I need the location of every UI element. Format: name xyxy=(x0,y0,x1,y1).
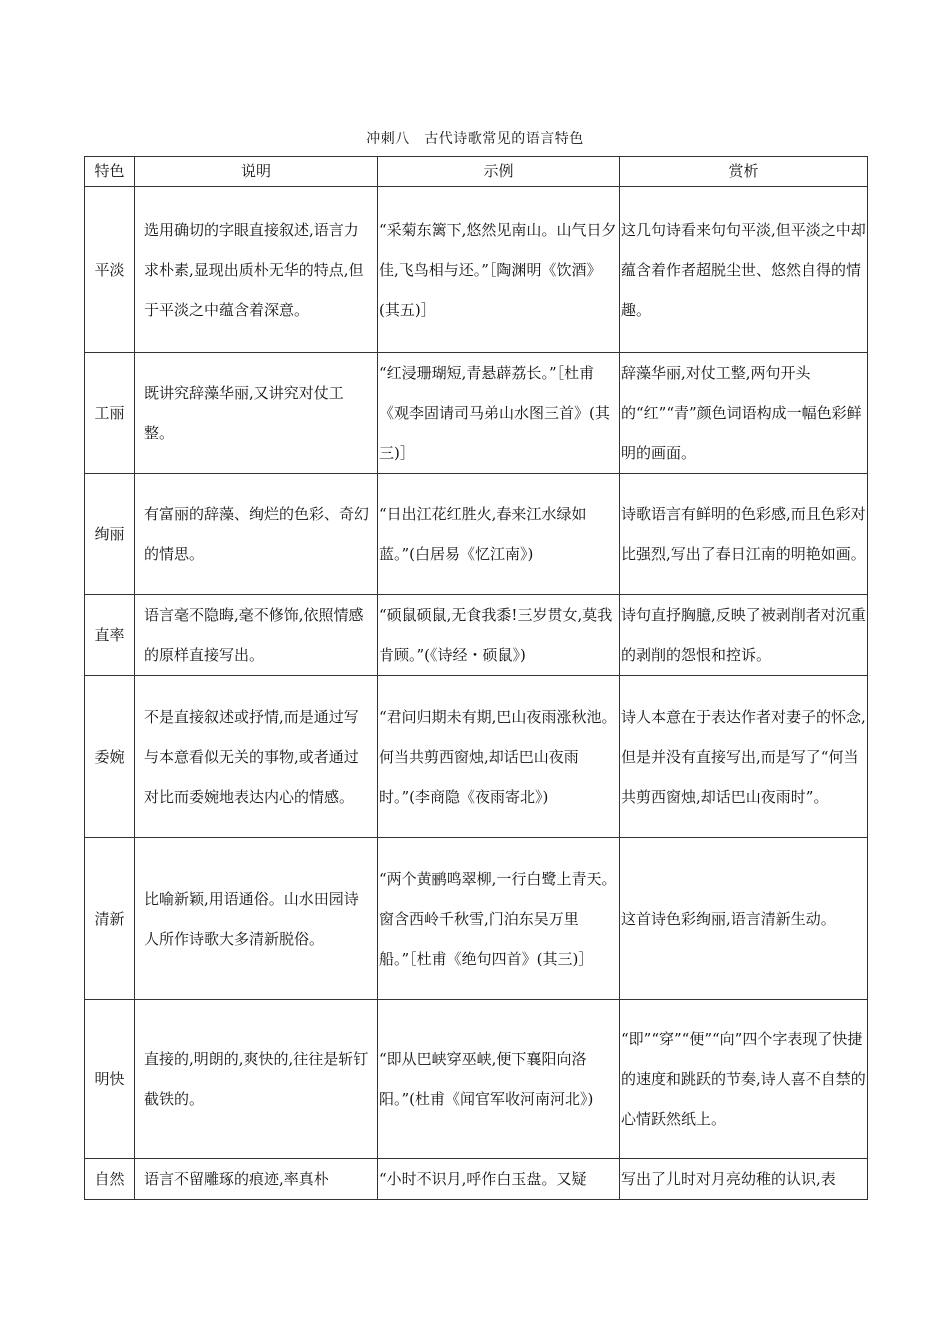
table-row xyxy=(85,838,868,1000)
analysis-cell: 诗句直抒胸臆,反映了被剥削者对沉重的剥削的怨恨和控诉。 xyxy=(620,595,868,676)
table-row xyxy=(85,595,868,676)
explanation-cell: 语言毫不隐晦,毫不修饰,依照情感的原样直接写出。 xyxy=(135,595,378,676)
header-feature: 特色 xyxy=(85,157,135,187)
table-row xyxy=(85,353,868,474)
explanation-cell: 选用确切的字眼直接叙述,语言力求朴素,显现出质朴无华的特点,但于平淡之中蕴含着深意。 xyxy=(135,187,378,353)
analysis-cell: “即”“穿”“便”“向”四个字表现了快捷的速度和跳跃的节奏,诗人喜不自禁的心情跃然纸上。 xyxy=(620,1000,868,1159)
example-cell: “两个黄鹂鸣翠柳,一行白鹭上青天。窗含西岭千秋雪,门泊东吴万里船。”［杜甫《绝句四首》(其三)］ xyxy=(378,838,620,1000)
table-row xyxy=(85,676,868,838)
table-header-row xyxy=(85,157,868,187)
analysis-cell: 诗歌语言有鲜明的色彩感,而且色彩对比强烈,写出了春日江南的明艳如画。 xyxy=(620,474,868,595)
table-row xyxy=(85,1159,868,1200)
example-cell: “即从巴峡穿巫峡,便下襄阳向洛阳。”(杜甫《闻官军收河南河北》) xyxy=(378,1000,620,1159)
header-example: 示例 xyxy=(378,157,620,187)
example-cell: “日出江花红胜火,春来江水绿如蓝。”(白居易《忆江南》) xyxy=(378,474,620,595)
analysis-cell: 这几句诗看来句句平淡,但平淡之中却蕴含着作者超脱尘世、悠然自得的情趣。 xyxy=(620,187,868,353)
feature-cell: 委婉 xyxy=(85,676,135,838)
example-cell: “君问归期未有期,巴山夜雨涨秋池。何当共剪西窗烛,却话巴山夜雨时。”(李商隐《夜雨寄北》) xyxy=(378,676,620,838)
feature-cell: 绚丽 xyxy=(85,474,135,595)
table-row xyxy=(85,187,868,353)
table-row xyxy=(85,474,868,595)
example-cell: “红浸珊瑚短,青悬薜荔长。”［杜甫《观李固请司马弟山水图三首》(其三)］ xyxy=(378,353,620,474)
feature-cell: 直率 xyxy=(85,595,135,676)
feature-cell: 工丽 xyxy=(85,353,135,474)
language-features-table xyxy=(84,156,868,1200)
page-title: 冲刺八 古代诗歌常见的语言特色 xyxy=(366,131,584,147)
explanation-cell: 既讲究辞藻华丽,又讲究对仗工整。 xyxy=(135,353,378,474)
feature-cell: 平淡 xyxy=(85,187,135,353)
explanation-cell: 语言不留雕琢的痕迹,率真朴 xyxy=(135,1159,378,1200)
analysis-cell: 辞藻华丽,对仗工整,两句开头的“红”“青”颜色词语构成一幅色彩鲜明的画面。 xyxy=(620,353,868,474)
explanation-cell: 直接的,明朗的,爽快的,往往是斩钉截铁的。 xyxy=(135,1000,378,1159)
example-cell: “采菊东篱下,悠然见南山。山气日夕佳,飞鸟相与还。”［陶渊明《饮酒》(其五)］ xyxy=(378,187,620,353)
explanation-cell: 比喻新颖,用语通俗。山水田园诗人所作诗歌大多清新脱俗。 xyxy=(135,838,378,1000)
header-explanation: 说明 xyxy=(135,157,378,187)
explanation-cell: 有富丽的辞藻、绚烂的色彩、奇幻的情思。 xyxy=(135,474,378,595)
example-cell: “小时不识月,呼作白玉盘。又疑 xyxy=(378,1159,620,1200)
example-cell: “硕鼠硕鼠,无食我黍!三岁贯女,莫我肯顾。”(《诗经・硕鼠》) xyxy=(378,595,620,676)
explanation-cell: 不是直接叙述或抒情,而是通过写与本意看似无关的事物,或者通过对比而委婉地表达内心的情感。 xyxy=(135,676,378,838)
table-row xyxy=(85,1000,868,1159)
analysis-cell: 诗人本意在于表达作者对妻子的怀念,但是并没有直接写出,而是写了“何当共剪西窗烛,却话巴山夜雨时”。 xyxy=(620,676,868,838)
header-analysis: 赏析 xyxy=(620,157,868,187)
analysis-cell: 写出了儿时对月亮幼稚的认识,表 xyxy=(620,1159,868,1200)
analysis-cell: 这首诗色彩绚丽,语言清新生动。 xyxy=(620,838,868,1000)
feature-cell: 明快 xyxy=(85,1000,135,1159)
feature-cell: 自然 xyxy=(85,1159,135,1200)
feature-cell: 清新 xyxy=(85,838,135,1000)
